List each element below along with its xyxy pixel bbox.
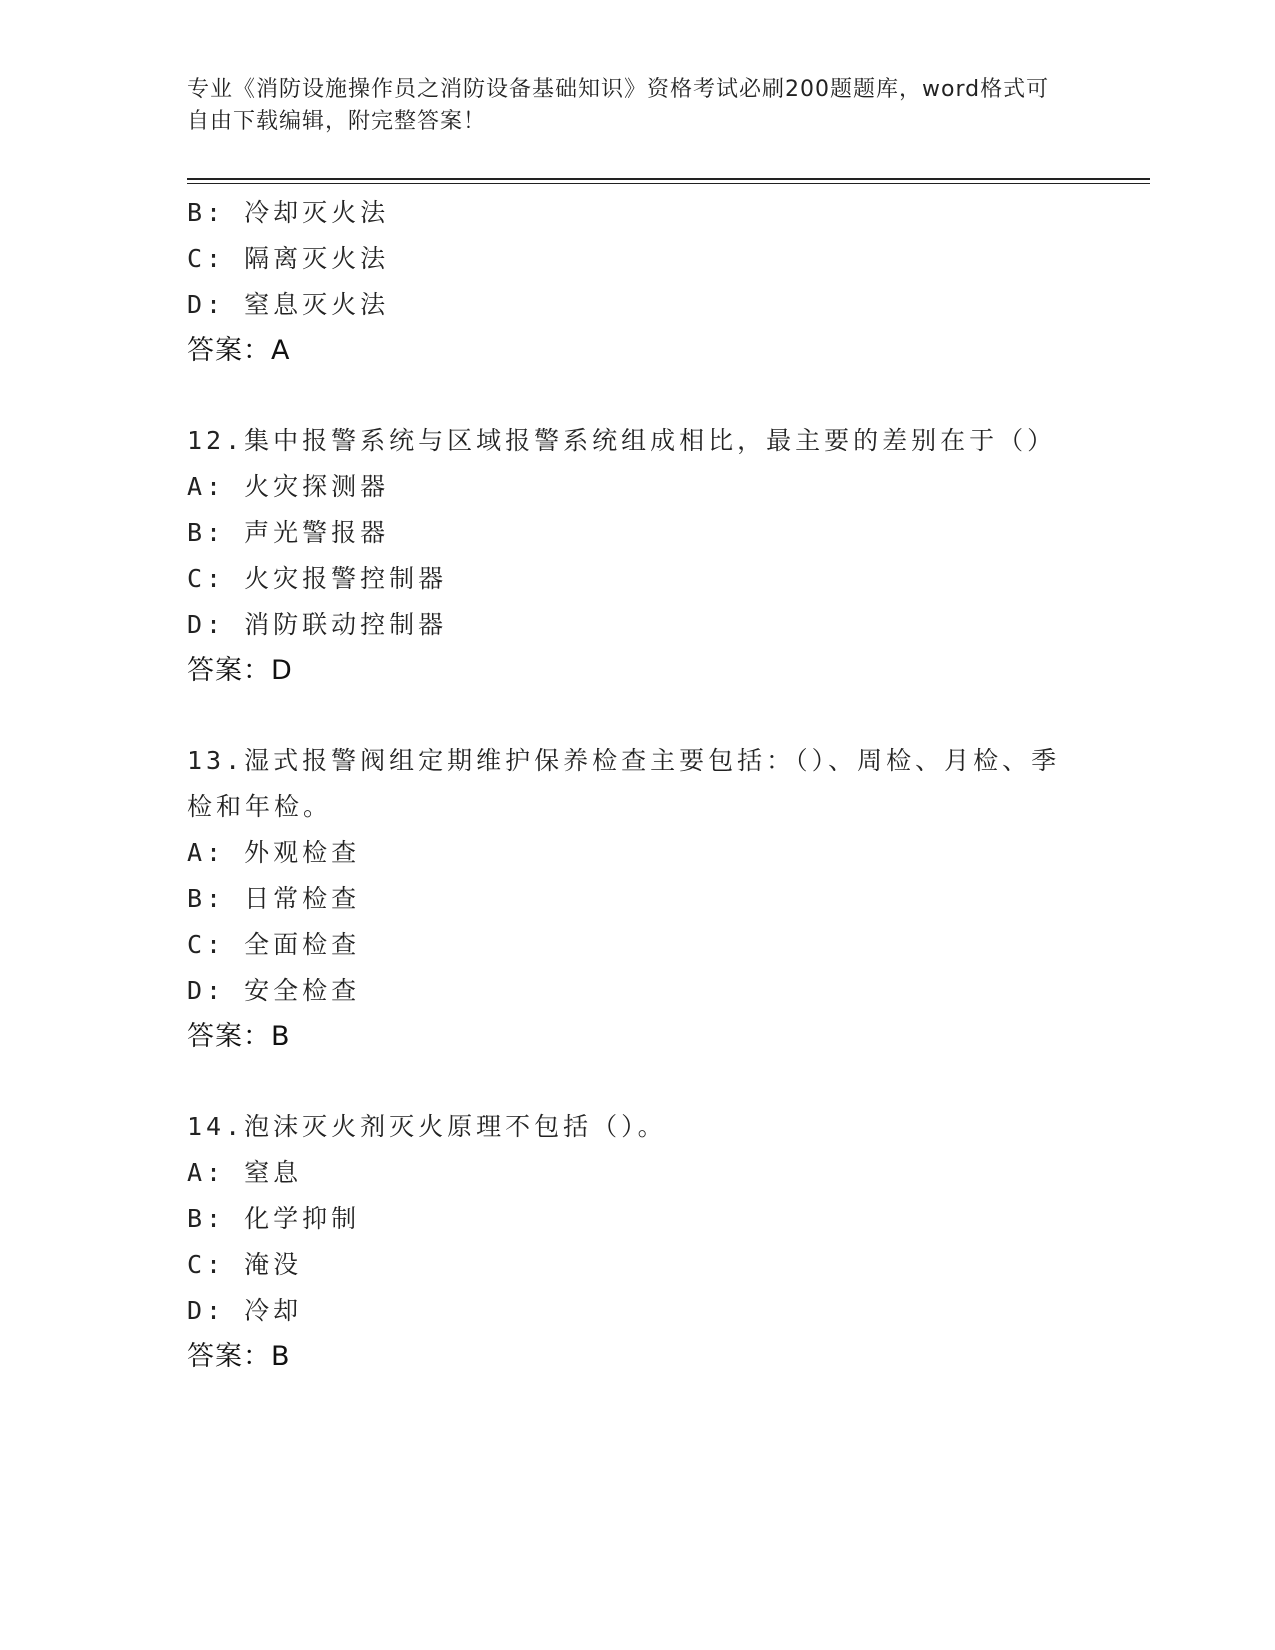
question-block-14 [187, 1104, 1087, 1380]
question-stem: 14.泡沫灭火剂灭火原理不包括（）。 [187, 1112, 667, 1141]
question-block-11-continued [187, 190, 1087, 374]
option-c: C: 隔离灭火法 [187, 244, 390, 273]
option-d: D: 冷却 [187, 1296, 303, 1325]
option-a: A: 窒息 [187, 1158, 303, 1187]
answer-line: 答案：D [187, 655, 293, 686]
question-stem: 12.集中报警系统与区域报警系统组成相比，最主要的差别在于（） [187, 426, 1057, 455]
option-b: B: 化学抑制 [187, 1204, 361, 1233]
option-c: C: 淹没 [187, 1250, 303, 1279]
option-c: C: 火灾报警控制器 [187, 564, 448, 593]
answer-line: 答案：A [187, 335, 291, 366]
block-spacer [187, 374, 1087, 418]
header-rule-thin [187, 183, 1150, 184]
question-block-12 [187, 418, 1087, 694]
header-rule-thick [187, 178, 1150, 180]
question-block-13 [187, 738, 1087, 1060]
option-c: C: 全面检查 [187, 930, 361, 959]
option-d: D: 安全检查 [187, 976, 361, 1005]
option-a: A: 外观检查 [187, 838, 361, 867]
answer-line: 答案：B [187, 1341, 291, 1372]
document-header: 专业《消防设施操作员之消防设备基础知识》资格考试必刷200题题库，word格式可自由下载编辑，附完整答案！ [187, 77, 1050, 134]
option-d: D: 窒息灭火法 [187, 290, 390, 319]
option-a: A: 火灾探测器 [187, 472, 390, 501]
question-stem: 13.湿式报警阀组定期维护保养检查主要包括：（）、周检、月检、季检和年检。 [187, 746, 1061, 821]
option-d: D: 消防联动控制器 [187, 610, 448, 639]
option-b: B: 日常检查 [187, 884, 361, 913]
block-spacer [187, 1060, 1087, 1104]
option-b: B: 冷却灭火法 [187, 198, 390, 227]
document-body [187, 190, 1087, 1380]
block-spacer [187, 694, 1087, 738]
option-b: B: 声光警报器 [187, 518, 390, 547]
answer-line: 答案：B [187, 1021, 291, 1052]
